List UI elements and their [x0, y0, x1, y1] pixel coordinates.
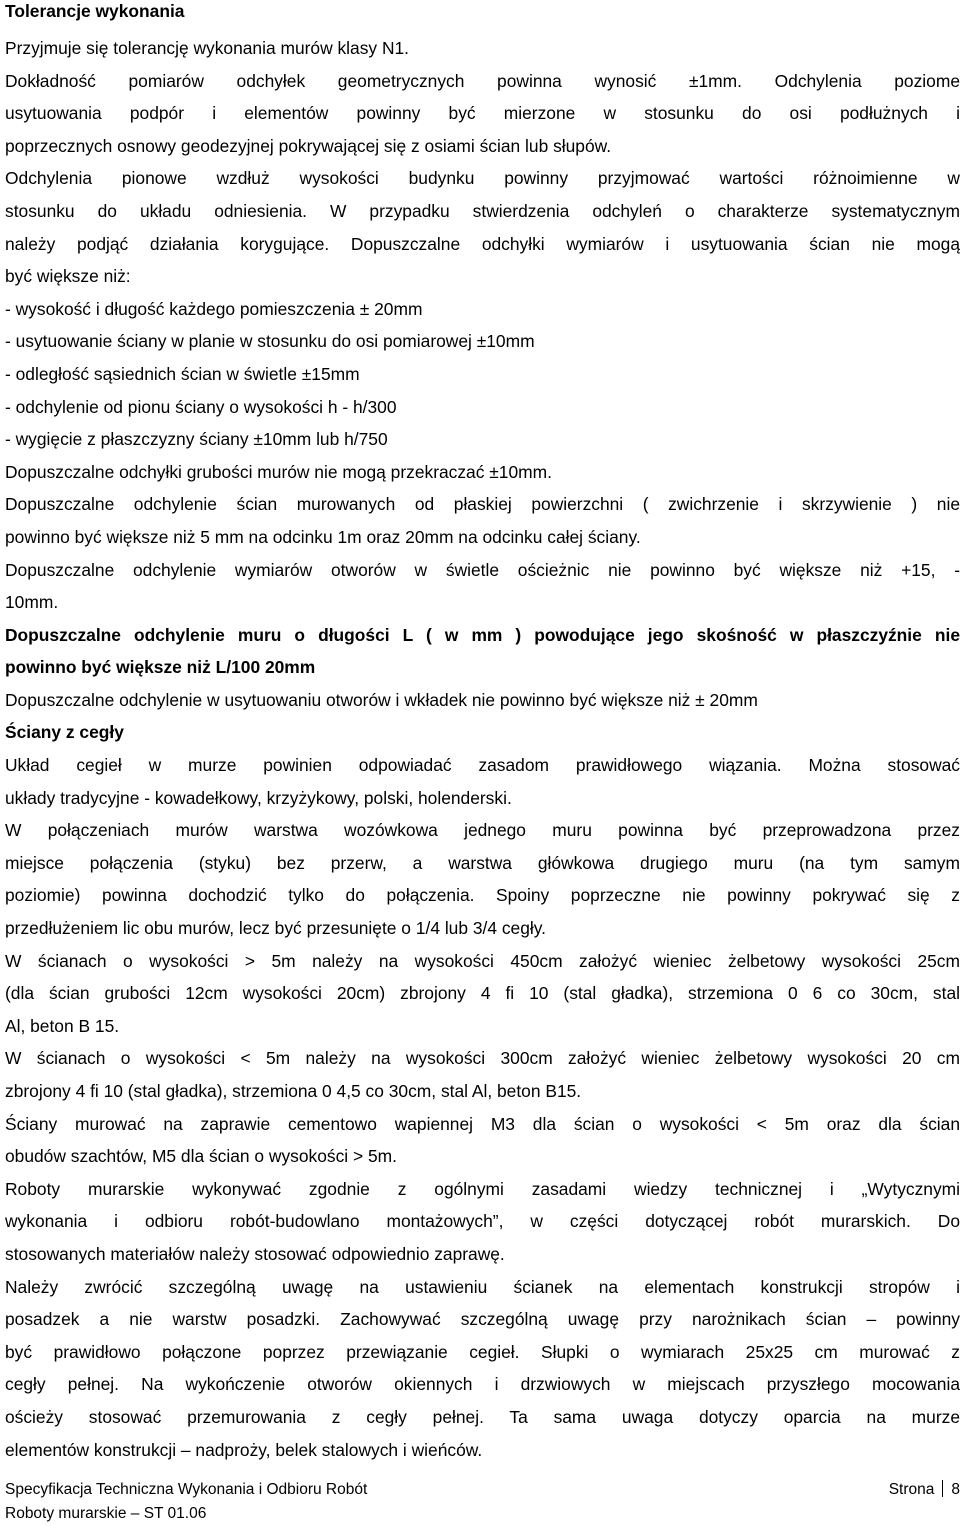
section-title: Tolerancje wykonania [5, 1, 185, 21]
text-line: Dopuszczalne odchylenie muru o długości L ( w mm ) powodujące jego skośność w płaszczyźnie nie [5, 624, 960, 645]
text-line: - odległość sąsiednich ścian w świetle ±15mm [5, 363, 360, 384]
text-line: ościeży stosować przemurowania z cegły pełnej. Ta sama uwaga dotyczy oparcia na murze [5, 1406, 960, 1427]
footer-page-label: Strona [888, 1481, 935, 1498]
document-page [5, 0, 960, 1466]
text-line: stosunku do układu odniesienia. W przypadku stwierdzenia odchyleń o charakterze systematycznym [5, 200, 960, 221]
text-line: Należy zwrócić szczególną uwagę na ustawieniu ścianek na elementach konstrukcji stropów i [5, 1276, 960, 1297]
text-line: - usytuowanie ściany w planie w stosunku do osi pomiarowej ±10mm [5, 331, 535, 352]
text-line: poziomie) powinna dochodzić tylko do połączenia. Spoiny poprzeczne nie powinny pokrywać się z [5, 885, 960, 906]
document-body [5, 32, 960, 1466]
text-line: powinno być większe niż 5 mm na odcinku 1m oraz 20mm na odcinku całej ściany. [5, 526, 641, 547]
text-line: - odchylenie od pionu ściany o wysokości h - h/300 [5, 396, 397, 417]
text-line: być większe niż: [5, 266, 131, 287]
text-line: poprzecznych osnowy geodezyjnej pokrywającej się z osiami ścian lub słupów. [5, 135, 612, 156]
text-line: stosowanych materiałów należy stosować odpowiednio zaprawę. [5, 1243, 505, 1264]
text-line: Dopuszczalne odchylenie w usytuowaniu otworów i wkładek nie powinno być większe niż ± 20mm [5, 689, 758, 710]
footer-spec-code: Roboty murarskie – ST 01.06 [5, 1505, 207, 1522]
text-line: W połączeniach murów warstwa wozówkowa jednego muru powinna być przeprowadzona przez [5, 820, 960, 841]
text-line: Przyjmuje się tolerancję wykonania murów klasy N1. [5, 38, 410, 58]
text-line: Dopuszczalne odchylenie ścian murowanych od płaskiej powierzchni ( zwichrzenie i skrzywienie ) nie [5, 494, 960, 515]
text-line: - wygięcie z płaszczyzny ściany ±10mm lub h/750 [5, 429, 388, 450]
footer-separator [942, 1480, 943, 1497]
footer-page-number: 8 [951, 1481, 960, 1498]
page-footer [5, 1478, 960, 1526]
text-line: układy tradycyjne - kowadełkowy, krzyżykowy, polski, holenderski. [5, 787, 512, 808]
text-line: 10mm. [5, 592, 59, 613]
text-line: Al, beton B 15. [5, 1015, 120, 1036]
text-line: Ściany z cegły [5, 722, 124, 743]
text-line: przedłużeniem lic obu murów, lecz być przesunięte o 1/4 lub 3/4 cegły. [5, 918, 547, 939]
text-line: Dokładność pomiarów odchyłek geometrycznych powinna wynosić ±1mm. Odchylenia poziome [5, 70, 960, 91]
text-line: (dla ścian grubości 12cm wysokości 20cm) zbrojony 4 fi 10 (stal gładka), strzemiona 0 6 co 30cm, stal [5, 983, 960, 1004]
text-line: cegły pełnej. Na wykończenie otworów okiennych i drzwiowych w miejscach przyszłego mocowania [5, 1374, 960, 1395]
text-line: zbrojony 4 fi 10 (stal gładka), strzemiona 0 4,5 co 30cm, stal Al, beton B15. [5, 1081, 582, 1101]
text-line: wykonania i odbioru robót-budowlano montażowych”, w części dotyczącej robót murarskich. Do [5, 1211, 960, 1232]
text-line: Roboty murarskie wykonywać zgodnie z ogólnymi zasadami wiedzy technicznej i „Wytycznymi [5, 1178, 960, 1199]
text-line: posadzek a nie warstw posadzki. Zachowywać szczególną uwagę przy narożnikach ścian – powinny [5, 1309, 960, 1330]
text-line: W ścianach o wysokości < 5m należy na wysokości 300cm założyć wieniec żelbetowy wysokości 20 cm [5, 1048, 960, 1069]
text-line: obudów szachtów, M5 dla ścian o wysokości > 5m. [5, 1146, 397, 1167]
text-line: Dopuszczalne odchylenie wymiarów otworów w świetle ościeżnic nie powinno być większe niż +15, - [5, 559, 960, 580]
text-line: Ściany murować na zaprawie cementowo wapiennej M3 dla ścian o wysokości < 5m oraz dla ścian [5, 1113, 960, 1134]
footer-page-indicator [889, 1478, 960, 1502]
text-line: - wysokość i długość każdego pomieszczenia ± 20mm [5, 298, 423, 319]
text-line: miejsce połączenia (styku) bez przerw, a warstwa główkowa drugiego muru (na tym samym [5, 852, 960, 873]
text-line: usytuowania podpór i elementów powinny być mierzone w stosunku do osi podłużnych i [5, 103, 960, 124]
text-line: być prawidłowo połączone poprzez przewiązanie cegieł. Słupki o wymiarach 25x25 cm murować z [5, 1341, 960, 1362]
text-line: Układ cegieł w murze powinien odpowiadać zasadom prawidłowego wiązania. Można stosować [5, 755, 960, 776]
text-line: W ścianach o wysokości > 5m należy na wysokości 450cm założyć wieniec żelbetowy wysokości 25cm [5, 950, 960, 971]
text-line: elementów konstrukcji – nadproży, belek stalowych i wieńców. [5, 1439, 483, 1460]
text-line: należy podjąć działania korygujące. Dopuszczalne odchyłki wymiarów i usytuowania ścian nie mogą [5, 233, 960, 254]
text-line: powinno być większe niż L/100 20mm [5, 657, 316, 678]
text-line: Odchylenia pionowe wzdłuż wysokości budynku powinny przyjmować wartości różnoimienne w [5, 168, 960, 189]
footer-spec-title: Specyfikacja Techniczna Wykonania i Odbioru Robót [5, 1481, 368, 1498]
text-line: Dopuszczalne odchyłki grubości murów nie mogą przekraczać ±10mm. [5, 461, 552, 482]
